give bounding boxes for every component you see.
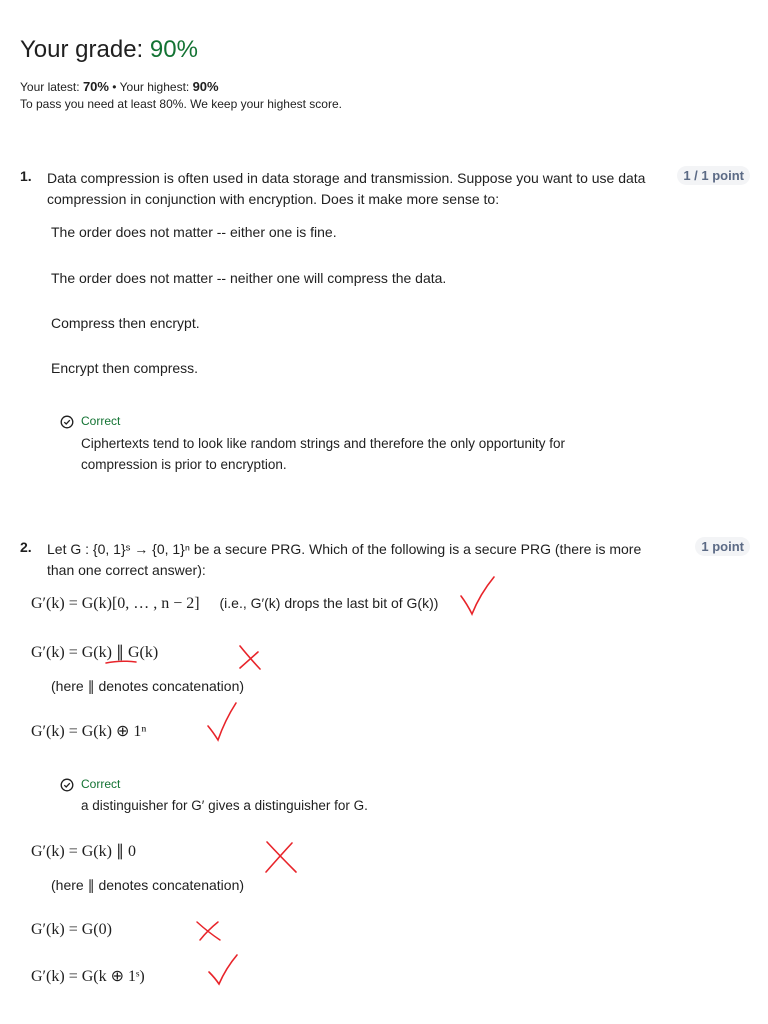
points-badge: 1 point [695, 537, 750, 556]
question-number: 1. [20, 168, 32, 184]
q2-feedback [60, 777, 580, 817]
handwritten-cross-icon [236, 642, 264, 672]
q1-feedback [60, 414, 620, 474]
q2-option-4[interactable] [31, 841, 136, 861]
pass-note: To pass you need at least 80%. We keep your highest score. [20, 97, 342, 111]
option-note: (here ∥ denotes concatenation) [51, 678, 245, 694]
option-formula: G′(k) = G(0) [31, 921, 112, 938]
points-badge: 1 / 1 point [677, 166, 750, 185]
handwritten-check-icon [206, 952, 240, 988]
check-circle-icon [60, 778, 74, 792]
q2-option-3[interactable] [31, 721, 146, 741]
option-formula: G′(k) = G(k) ∥ G(k) [31, 644, 159, 661]
handwritten-cross-icon [194, 918, 224, 944]
question-number: 2. [20, 539, 32, 555]
q2-option-5[interactable] [31, 921, 112, 939]
feedback-text: Ciphertexts tend to look like random strings and therefore the only opportunity for compression is prior to encryption. [81, 436, 566, 472]
option-formula: G′(k) = G(k) ∥ 0 [31, 843, 136, 860]
check-circle-icon [60, 415, 74, 429]
option-formula: G′(k) = G(k) ⊕ 1ⁿ [31, 723, 147, 740]
q1-option-4[interactable]: Encrypt then compress. [51, 360, 199, 376]
question-text: Let G : {0, 1}ˢ → {0, 1}ⁿ be a secure PRG. Which of the following is a secure PRG (there is more than one correct answer): [47, 541, 642, 578]
option-formula: G′(k) = G(k ⊕ 1ˢ) [31, 968, 145, 985]
separator: • [108, 80, 120, 94]
handwritten-check-icon [205, 700, 239, 744]
handwritten-cross-icon [262, 838, 300, 876]
option-note: (here ∥ denotes concatenation) [51, 877, 245, 893]
highest-value: 90% [192, 79, 219, 94]
option-note: (i.e., G′(k) drops the last bit of G(k)) [219, 595, 439, 611]
grade-summary [20, 78, 342, 113]
latest-value: 70% [82, 79, 109, 94]
q2-option-2[interactable] [31, 642, 158, 662]
q2-option-1[interactable] [31, 595, 438, 613]
feedback-label: Correct [81, 777, 121, 791]
question-text: Data compression is often used in data storage and transmission. Suppose you want to use data compression in conjunction with encryption. Does it make more sense to: [47, 170, 646, 207]
q1-option-1[interactable]: The order does not matter -- either one is fine. [51, 224, 337, 240]
grade-value: 90% [149, 36, 198, 63]
handwritten-underline [104, 658, 138, 666]
q1-option-3[interactable]: Compress then encrypt. [51, 315, 200, 331]
grade-label: Your grade: [20, 36, 150, 63]
handwritten-check-icon [458, 574, 498, 618]
highest-label: Your highest: [119, 80, 193, 94]
q2-option-6[interactable] [31, 966, 145, 986]
option-formula: G′(k) = G(k)[0, … , n − 2] [31, 595, 200, 612]
q1-option-2[interactable]: The order does not matter -- neither one will compress the data. [51, 270, 447, 286]
grade-heading [20, 36, 198, 64]
feedback-label: Correct [81, 414, 121, 428]
feedback-text: a distinguisher for G′ gives a distinguisher for G. [81, 798, 368, 813]
latest-label: Your latest: [20, 80, 83, 94]
